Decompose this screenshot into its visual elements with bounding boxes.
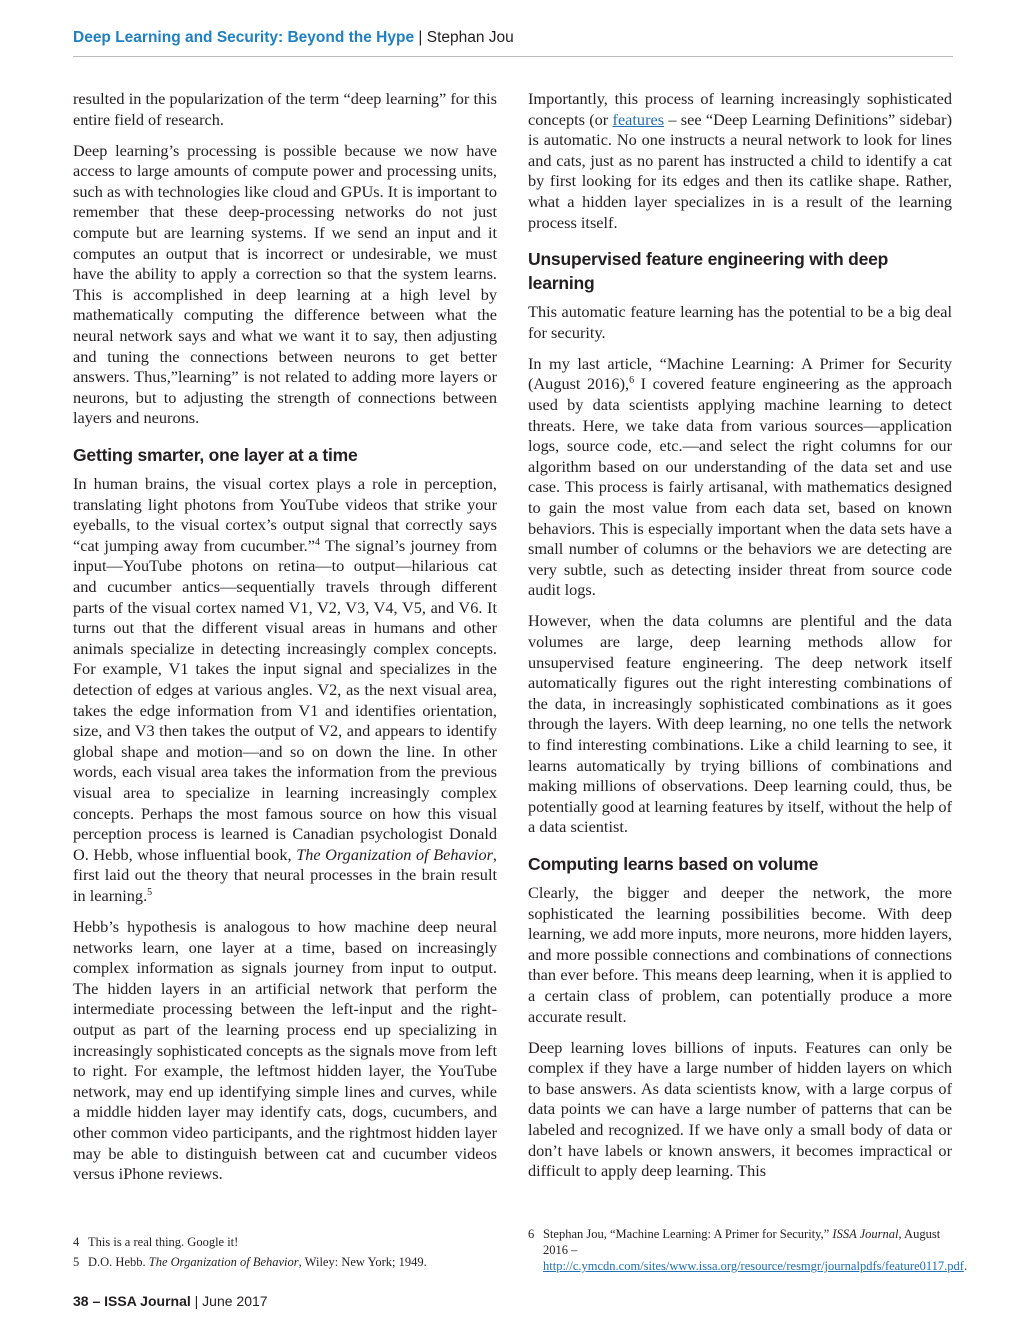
journal-title: ISSA Journal	[832, 1227, 899, 1241]
paragraph: This automatic feature learning has the potential to be a big deal for security.	[528, 302, 952, 342]
footnote-number: 5	[73, 1255, 80, 1269]
paragraph	[528, 89, 952, 233]
text-span: – see “Deep Learning Definitions” sidebar) is automatic. No one instructs a neural network to look for lines and cats, just as no parent has instructed a child to identify a cat by first looking for its edges and then its catlike shape. Rather, what a hidden layer specializes in is a result of the learning process itself.	[528, 109, 952, 232]
paragraph	[528, 354, 952, 601]
footnote	[73, 1254, 497, 1270]
paragraph: Hebb’s hypothesis is analogous to how machine deep neural networks learn, one layer at a time, based on increasingly complex information as signals journey from input to output. The hidden layers in an artificial network that perform the intermediate processing between the left-input and the right-output as part of the learning process end up specializing in increasingly sophisticated concepts as the signals move from left to right. For example, the leftmost hidden layer, the YouTube network, may end up identifying simple lines and curves, while a middle hidden layer may identify cats, dogs, cucumbers, and other common video participants, and the rightmost hidden layer may be able to distinguish between cat and cucumber videos versus iPhone reviews.	[73, 916, 497, 1184]
footnote-ref[interactable]: 6	[629, 375, 635, 387]
paragraph: Deep learning’s processing is possible because we now have access to large amounts of compute power and processing units, such as with technologies like cloud and GPUs. It is important to remember that these deep-processing networks do not just compute but are learning systems. If we send an input and it computes an output that is incorrect or undesirable, we must have the ability to apply a correction so that the system learns. This is accomplished in deep learning at a high level by mathematically computing the difference between what the neural network says and what we want it to say, then adjusting and tuning the connections between neurons to get better answers. Thus,”learning” is not related to adding more layers or neurons, but to adjusting the strength of connections between layers and neurons.	[73, 140, 497, 428]
paragraph	[73, 474, 497, 906]
header-title: Deep Learning and Security: Beyond the Hype	[73, 29, 415, 46]
running-header	[73, 28, 953, 48]
text-span: , Wiley: New York; 1949.	[298, 1255, 427, 1269]
book-title: The Organization of Behavior	[148, 1255, 299, 1269]
footnotes-right	[528, 1226, 968, 1278]
text-span: D.O. Hebb.	[88, 1255, 149, 1269]
header-author: Stephan Jou	[426, 29, 514, 46]
header-separator: |	[418, 29, 423, 46]
text-span: In human brains, the visual cortex plays a role in perception, translating light photons from YouTube videos that strike your eyeballs, to the visual cortex’s output signal that correctly says “cat jumping away from cucumber.”	[73, 474, 497, 555]
paragraph: Deep learning loves billions of inputs. Features can only be complex if they have a large number of hidden layers on which to base answers. As data scientists know, with a large corpus of data points we can have a large number of patterns that can be labeled and recognized. If we have only a small body of data or don’t have labels or known answers, it becomes impractical or difficult to apply deep learning. This	[528, 1037, 952, 1181]
section-heading: Computing learns based on volume	[528, 854, 819, 874]
right-column	[528, 89, 952, 1192]
text-span: Stephan Jou, “Machine Learning: A Primer for Security,”	[543, 1227, 833, 1241]
text-span: In my last article, “Machine Learning: A Primer for Security (August 2016),	[528, 353, 952, 394]
paragraph: resulted in the popularization of the term “deep learning” for this entire field of research.	[73, 89, 497, 129]
text-span: The signal’s journey from input—YouTube photons on retina—to output—hilarious cat and cucumber antics—sequentially travels through different parts of the visual cortex named V1, V2, V3, V4, V5, and V6. It turns out that the different visual areas in humans and other animals specialize in detecting increasingly complex concepts. For example, V1 takes the input signal and specializes in the detection of edges at various angles. V2, as the next visual area, takes the edge information from V1 and identifies orientation, size, and V3 then takes the output of V2, and appears to identify global shape and motion—and so on down the line. In other words, each visual area takes the information from the previous visual area to specialize in learning increasingly complex concepts. Perhaps the most famous source on how this visual perception process is learned is Canadian psychologist Donald O. Hebb, whose influential book,	[73, 535, 497, 864]
text-span: , August 2016 –	[543, 1227, 941, 1257]
section-heading: Getting smarter, one layer at a time	[73, 445, 358, 465]
text-span: Importantly, this process of learning increasingly sophisticated concepts (or	[528, 89, 952, 129]
left-column	[73, 89, 497, 1195]
footnotes-left	[73, 1234, 497, 1274]
page-footer	[73, 1292, 268, 1310]
paragraph: However, when the data columns are plentiful and the data volumes are large, deep learning methods allow for unsupervised feature engineering. The deep network itself automatically figures out the right interesting combinations of the data, in increasingly sophisticated combinations as it goes through the layers. With deep learning, no one tells the network to find interesting combinations. Like a child learning to see, it learns automatically by trying billions of combinations and making millions of observations. Deep learning could, thus, be potentially good at learning features by itself, without the help of a data scientist.	[528, 611, 952, 837]
footnote-text	[88, 1254, 497, 1270]
book-title: The Organization of Behavior	[296, 844, 493, 864]
footnote-ref[interactable]: 5	[147, 886, 153, 898]
text-span: , first laid out the theory that neural processes in the brain result in learning.	[73, 844, 497, 905]
footnote-url-link[interactable]: http://c.ymcdn.com/sites/www.issa.org/resource/resmgr/journalpdfs/feature0117.pdf	[543, 1259, 964, 1273]
footnote-text: This is a real thing. Google it!	[88, 1235, 239, 1249]
features-link[interactable]: features	[612, 109, 665, 129]
footer-separator: |	[194, 1293, 199, 1309]
footnote	[528, 1226, 968, 1274]
text-span: .	[963, 1259, 968, 1273]
text-span: I covered feature engineering as the approach used by data scientists applying machine learning to detect threats. Here, we take data from various sources—application logs, source code, etc.—and select the right columns for our algorithm based on our understanding of the data set and use case. This process is fairly artisanal, with mathematics designed to gain the most value from each data set, based on known behaviors. This is especially important when the data sets have a small number of columns or the behaviors we are detecting are very subtle, such as detecting insider threat from source code audit logs.	[528, 374, 952, 600]
footnote-number: 4	[73, 1235, 80, 1249]
paragraph: Clearly, the bigger and deeper the network, the more sophisticated the learning possibilities become. With deep learning, we add more inputs, more neurons, more hidden layers, and more possible connections and combinations of connections than ever before. This means deep learning, when it is applied to a certain class of problem, can potentially produce a more accurate result.	[528, 883, 952, 1026]
footnote-ref[interactable]: 4	[314, 536, 320, 548]
footnote-number: 6	[528, 1227, 535, 1241]
page-label: 38 – ISSA Journal	[73, 1293, 191, 1309]
footnote	[73, 1234, 497, 1250]
footnote-text	[543, 1226, 967, 1274]
section-heading: Unsupervised feature engineering with deep learning	[528, 249, 889, 294]
issue-date: June 2017	[202, 1293, 268, 1309]
header-rule	[73, 56, 953, 57]
